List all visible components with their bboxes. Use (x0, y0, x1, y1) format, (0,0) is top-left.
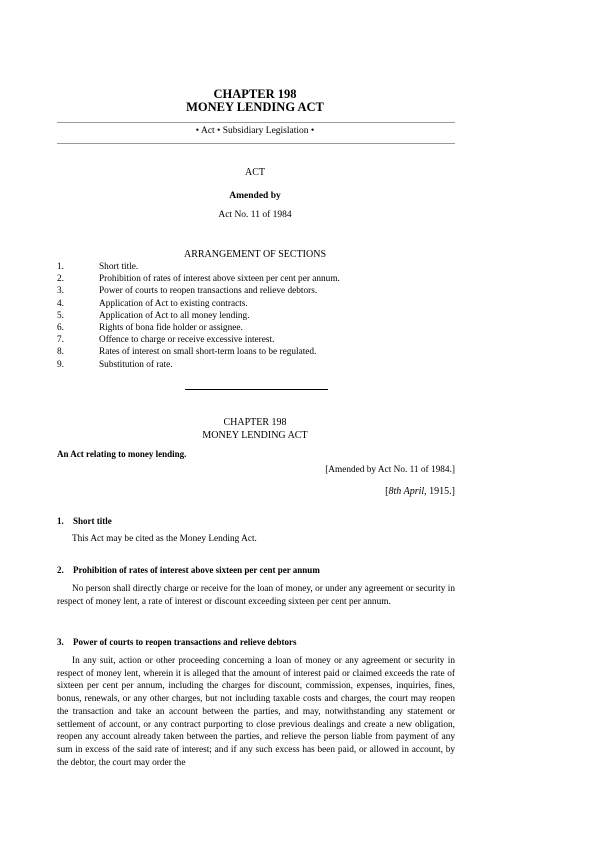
section-3-heading: 3. Power of courts to reopen transactions and relieve debtors (57, 637, 297, 647)
arrangement-item-number: 7. (57, 335, 64, 346)
bullet: • (310, 126, 315, 136)
arrangement-item[interactable] (57, 298, 455, 310)
arrangement-item[interactable] (57, 273, 455, 285)
arrangement-item[interactable] (57, 359, 455, 371)
arrangement-item-text: Application of Act to all money lending. (99, 310, 250, 321)
arrangement-item-number: 4. (57, 298, 64, 309)
amended-by-label: Amended by (229, 191, 281, 201)
chapter-number: CHAPTER 198 (213, 87, 297, 101)
arrangement-item-text: Short title. (99, 262, 139, 272)
arrangement-item[interactable] (57, 334, 455, 346)
top-rule (57, 122, 455, 123)
section-1-text: This Act may be cited as the Money Lending Act. (72, 534, 257, 544)
arrangement-item-number: 2. (57, 274, 64, 285)
amending-act: Act No. 11 of 1984 (218, 210, 292, 220)
arrangement-item-number: 6. (57, 323, 64, 334)
arrangement-item-number: 8. (57, 347, 64, 358)
act-link[interactable]: Act (200, 126, 215, 136)
bullet: • (195, 126, 200, 136)
arrangement-item-number: 3. (57, 286, 64, 297)
arrangement-item-number: 1. (57, 262, 64, 272)
section-2-text: No person shall directly charge or receive for the loan of money, or under any agreement or security in respect of money lent, a rate of interest or discount exceeding sixteen per cent per annum. (57, 584, 455, 607)
amendment-note: [Amended by Act No. 11 of 1984.] (325, 465, 455, 475)
arrangement-title: ARRANGEMENT OF SECTIONS (183, 249, 327, 260)
arrangement-item-text: Power of courts to reopen transactions and relieve debtors. (99, 286, 318, 297)
arrangement-item-text: Rates of interest on small short-term loans to be regulated. (99, 347, 317, 358)
arrangement-item[interactable] (57, 310, 455, 322)
arrangement-item-number: 5. (57, 310, 64, 321)
arrangement-list (57, 261, 455, 371)
act-label: ACT (245, 167, 265, 178)
separator-rule (185, 389, 328, 390)
arrangement-item-number: 9. (57, 359, 64, 370)
arrangement-item[interactable] (57, 261, 455, 273)
arrangement-item-text: Offence to charge or receive excessive interest. (99, 335, 275, 346)
act-title: MONEY LENDING ACT (186, 100, 324, 114)
long-title: An Act relating to money lending. (57, 449, 187, 459)
arrangement-item[interactable] (57, 346, 455, 358)
arrangement-item-text: Rights of bona fide holder or assignee. (99, 323, 243, 334)
commencement-date: [8th April, 1915.] (385, 486, 455, 497)
section-2-heading: 2. Prohibition of rates of interest above sixteen per cent per annum (57, 565, 320, 575)
section-1-heading: 1. Short title (57, 516, 112, 526)
arrangement-item-text: Prohibition of rates of interest above sixteen per cent per annum. (99, 274, 340, 285)
body-act-title: MONEY LENDING ACT (202, 430, 308, 441)
arrangement-item-text: Substitution of rate. (99, 359, 173, 370)
nav-bottom-rule (57, 143, 455, 144)
arrangement-item[interactable] (57, 285, 455, 297)
bullet: • (217, 126, 221, 136)
body-chapter-number: CHAPTER 198 (223, 417, 287, 428)
navigation-bar (0, 126, 510, 136)
subsidiary-legislation-link[interactable]: Subsidiary Legislation (222, 126, 309, 136)
arrangement-item-text: Application of Act to existing contracts. (99, 298, 248, 309)
arrangement-item[interactable] (57, 322, 455, 334)
section-3-text: In any suit, action or other proceeding concerning a loan of money or any agreement or security in respect of money lent, wherein it is alleged that the amount of interest paid or claimed exceeds the rate of sixteen per cent per annum, including the charges for discount, commission, expenses, inquiries, fines, bonus, renewals, or any other charges, but not including taxable costs and charges, the court may reopen the transaction and take an account between the parties, and may, notwithstanding any statement or settlement of account, or any contract purporting to close previous dealings and create a new obligation, reopen any account already taken between the parties, and relieve the person liable from payment of any sum in excess of the said rate of interest; and if any such excess has been paid, or allowed in account, by the debtor, the court may order the (57, 656, 455, 768)
